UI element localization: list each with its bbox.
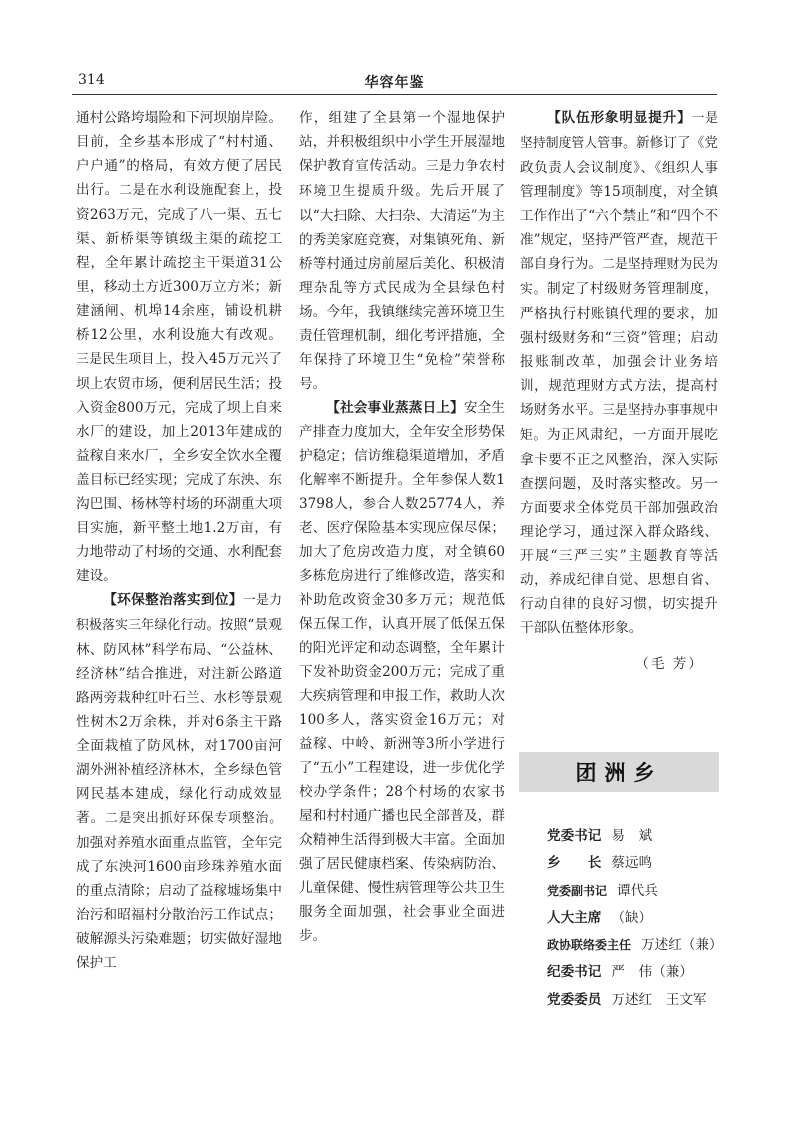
paragraph: [76, 106, 282, 588]
paragraph: [76, 588, 282, 975]
official-role: 党委书记: [547, 828, 602, 844]
official-row: [547, 823, 737, 850]
emphasis-text: 二是坚持理财为民为实。: [520, 257, 719, 297]
official-row: [547, 932, 737, 959]
emphasis-text: 三是坚持办事事规中矩。: [520, 403, 719, 443]
official-name: 严 伟（兼）: [611, 964, 693, 981]
body-text: 新修订了《党政负责人会议制度》、《组织人事管理制度》等15项制度，对全镇工作作出了“六个禁止”和“四个不准”规定，坚持严管严查，规范干部自身行为。: [520, 135, 719, 272]
official-name: 易 斌: [611, 828, 653, 844]
official-role: 乡 长: [547, 855, 602, 872]
official-role: 政协联络委主任: [547, 938, 632, 953]
body-text: 按照“景观林、防风林”科学布局、“公益林、经济林”结合推进，对注新公路道路两旁栽种红叶石兰、水杉等景观性树木2万余株，并对6条主干路全面栽植了防风林，对1700亩河湖外洲补植经济林木，全乡绿色管网民基本建成，绿化行动成效显著。: [76, 617, 283, 826]
official-name: 万述红（兼）: [641, 937, 723, 954]
section-heading: 【社会事业蒸蒸日上】: [326, 400, 464, 416]
body-text: 作，组建了全县第一个湿地保护站，并积极组织中小学生开展湿地保护教育宣传活动。: [299, 110, 505, 174]
official-row: [547, 850, 737, 877]
page-header: [72, 72, 717, 94]
body-text: 投资263万元，完成了八一渠、五七渠、新桥渠等镇级主渠的疏挖工程，全年累计疏挖主干渠道31公里，移动土方近300万立方米；新建涵闸、机埠14余座，铺设机耕桥12公里，水利设施大有改观。: [76, 182, 283, 343]
emphasis-text: 一是力积极落实三年绿化行动。: [76, 593, 283, 633]
officials-list: [547, 823, 737, 1014]
official-row: [547, 905, 737, 932]
body-text: 投入45万元兴了坝上农贸市场，便利居民生活；投入资金800万元，完成了坝上自来水厂的建设，加上2013年建成的益稼自来水厂，全乡安全饮水全覆盖目标已经实现；完成了东泱、东沟巴围、杨林等村场的环湖重大项目实施，新平整土地1.2万亩，有力地带动了村场的交通、水利配套建设。: [76, 351, 282, 584]
section-heading: 【队伍形象明显提升】: [547, 110, 692, 126]
official-name: 谭代兵: [617, 882, 658, 899]
emphasis-text: 二是在水利设施配套上，: [119, 183, 269, 198]
body-text: 安全生产排查力度加大，全年安全形势保护稳定；信访维稳渠道增加，矛盾化解率不断提升。全年参保人数13798人，参合人数25774人，养老、医疗保险基本实现应保尽保；加大了危房改造力度，对全镇60多栋危房进行了维修改造，落实和补助危改资金30多万元；规范低保五保工作，认真开展了低保五保的阳光评定和动态调整，全年累计下发补助资金200万元；完成了重大疾病管理和申报工作，救助人次100多人，落实资金16万元；对益稼、中岭、新洲等3所小学进行了“五小”工程建设，进一步优化学校办学条件；28个村场的农家书屋和村村通广播也民全部普及，群众精神生活得到极大丰富。全面加强了居民健康档案、传染病防治、儿童保健、慢性病管理等公共卫生服务全面加强，社会事业全面进步。: [299, 400, 506, 944]
official-role: 纪委书记: [547, 964, 602, 981]
body-text: 加强对养殖水面重点监管，全年完成了东泱河1600亩珍珠养殖水面的重点清除；启动了益稼墟场集中治污和昭福村分散治污工作试点；破解源头污染难题；切实做好湿地保护工: [76, 835, 282, 971]
section-title-band: [519, 752, 719, 792]
column-1: [76, 106, 282, 975]
paragraph: [520, 106, 718, 640]
official-role: 党委委员: [547, 991, 602, 1008]
section-heading: 【环保整治落实到位】: [103, 592, 243, 608]
section-title: 团洲乡: [575, 761, 663, 785]
page-number: 314: [78, 72, 105, 88]
official-row: [547, 878, 737, 905]
official-row: [547, 959, 737, 986]
body-text: 为正风肃纪，一方面开展吃拿卡要不正之风整治，深入实际查摆问题，及时落实整改。另一方面要求全体党员干部加强政治理论学习，通过深入群众路线、开展“三严三实”主题教育等活动，养成纪律自觉、思想自省、行动自律的良好习惯，切实提升干部队伍整体形象。: [520, 427, 719, 636]
paragraph: [299, 106, 505, 396]
official-role: 人大主席: [547, 909, 602, 926]
author-credit: （毛 芳）: [635, 656, 704, 672]
emphasis-text: 一是坚持制度管人管事。: [520, 111, 718, 151]
body-text: 制定了村级财务管理制度，严格执行村账镇代理的要求，加强村级财务和“三资”管理；启动报账制改革，加强会计业务培训，规范理财方式方法，提高村场财务水平。: [520, 281, 719, 418]
official-name: （缺）: [611, 909, 653, 926]
official-name: 万述红 王文军: [611, 991, 707, 1008]
emphasis-text: 三是力争农村环境卫生提质升级。: [299, 159, 506, 199]
official-role: 党委副书记: [547, 883, 608, 898]
official-row: [547, 987, 737, 1014]
header-rule: [72, 94, 717, 95]
column-3: [520, 106, 718, 676]
official-name: 蔡远鸣: [611, 855, 653, 872]
emphasis-text: 三是民生项目上，: [76, 352, 182, 367]
column-2: [299, 106, 505, 948]
body-text: 先后开展了以“大扫除、大扫杂、大清运”为主的秀美家庭竞赛，对集镇死角、新桥等村通过房前屋后美化、积极清理杂乱等方式民成为全县绿色村场。今年，我镇继续完善环境卫生责任管理机制，细化考评措施，全年保持了环境卫生“免检”荣誉称号。: [299, 183, 506, 392]
body-text: 通村公路垮塌险和下河坝崩岸险。目前，全乡基本形成了“村村通、户户通”的格局，有效方便了居民出行。: [76, 110, 282, 198]
emphasis-text: 二是突出抓好环保专项整治。: [104, 811, 283, 826]
paragraph: [299, 396, 505, 948]
running-title: 华容年鉴: [364, 75, 425, 91]
